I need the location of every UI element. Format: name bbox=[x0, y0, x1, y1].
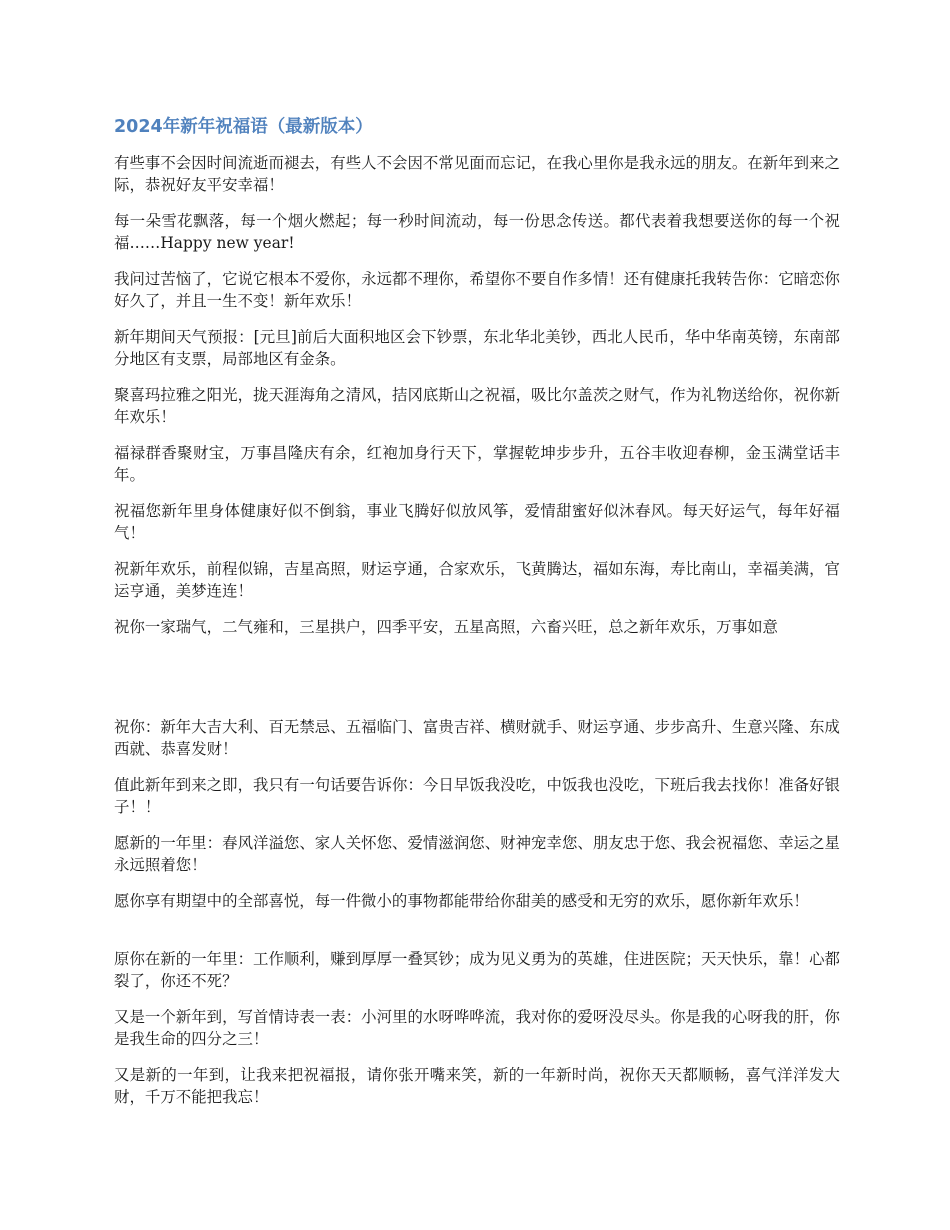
paragraph: 福禄群香聚财宝，万事昌隆庆有余，红袍加身行天下，掌握乾坤步步升，五谷丰收迎春柳，金玉满堂话丰年。 bbox=[114, 444, 840, 484]
paragraph: 祝福您新年里身体健康好似不倒翁，事业飞腾好似放风筝，爱情甜蜜好似沐春风。每天好运气，每年好福气！ bbox=[114, 502, 840, 542]
paragraph: 值此新年到来之即，我只有一句话要告诉你：今日早饭我没吃，中饭我也没吃，下班后我去找你！准备好银子！！ bbox=[114, 776, 840, 816]
paragraph: 我问过苦恼了，它说它根本不爱你，永远都不理你，希望你不要自作多情！还有健康托我转告你：它暗恋你好久了，并且一生不变！新年欢乐！ bbox=[114, 270, 840, 310]
paragraph: 祝你：新年大吉大利、百无禁忌、五福临门、富贵吉祥、横财就手、财运亨通、步步高升、生意兴隆、东成西就、恭喜发财！ bbox=[114, 718, 840, 758]
paragraph: 祝新年欢乐，前程似锦，吉星高照，财运亨通，合家欢乐，飞黄腾达，福如东海，寿比南山，幸福美满，官运亨通，美梦连连！ bbox=[114, 560, 840, 600]
paragraph: 愿你享有期望中的全部喜悦，每一件微小的事物都能带给你甜美的感受和无穷的欢乐，愿你新年欢乐！ bbox=[114, 892, 809, 910]
paragraph: 新年期间天气预报：[元旦]前后大面积地区会下钞票，东北华北美钞，西北人民币，华中华南英镑，东南部分地区有支票，局部地区有金条。 bbox=[114, 328, 840, 368]
paragraph: 又是新的一年到，让我来把祝福报，请你张开嘴来笑，新的一年新时尚，祝你天天都顺畅，喜气洋洋发大财，千万不能把我忘！ bbox=[114, 1066, 840, 1106]
paragraph: 又是一个新年到，写首情诗表一表：小河里的水呀哗哗流，我对你的爱呀没尽头。你是我的心呀我的肝，你是我生命的四分之三！ bbox=[114, 1008, 840, 1048]
paragraph: 有些事不会因时间流逝而褪去，有些人不会因不常见面而忘记，在我心里你是我永远的朋友。在新年到来之际，恭祝好友平安幸福！ bbox=[114, 154, 840, 194]
paragraph: 每一朵雪花飘落，每一个烟火燃起；每一秒时间流动，每一份思念传送。都代表着我想要送你的每一个祝福……Happy new year! bbox=[114, 212, 840, 252]
paragraph: 祝你一家瑞气，二气雍和，三星拱户，四季平安，五星高照，六畜兴旺，总之新年欢乐，万事如意 bbox=[114, 618, 778, 636]
paragraph: 聚喜玛拉雅之阳光，拢天涯海角之清风，拮冈底斯山之祝福，吸比尔盖茨之财气，作为礼物送给你，祝你新年欢乐！ bbox=[114, 386, 840, 426]
paragraph: 原你在新的一年里：工作顺利，赚到厚厚一叠冥钞；成为见义勇为的英雄，住进医院；天天快乐，靠！心都裂了，你还不死？ bbox=[114, 950, 840, 990]
document-title: 2024年新年祝福语（最新版本） bbox=[114, 117, 373, 137]
paragraph: 愿新的一年里：春风洋溢您、家人关怀您、爱情滋润您、财神宠幸您、朋友忠于您、我会祝福您、幸运之星永远照着您！ bbox=[114, 834, 840, 874]
